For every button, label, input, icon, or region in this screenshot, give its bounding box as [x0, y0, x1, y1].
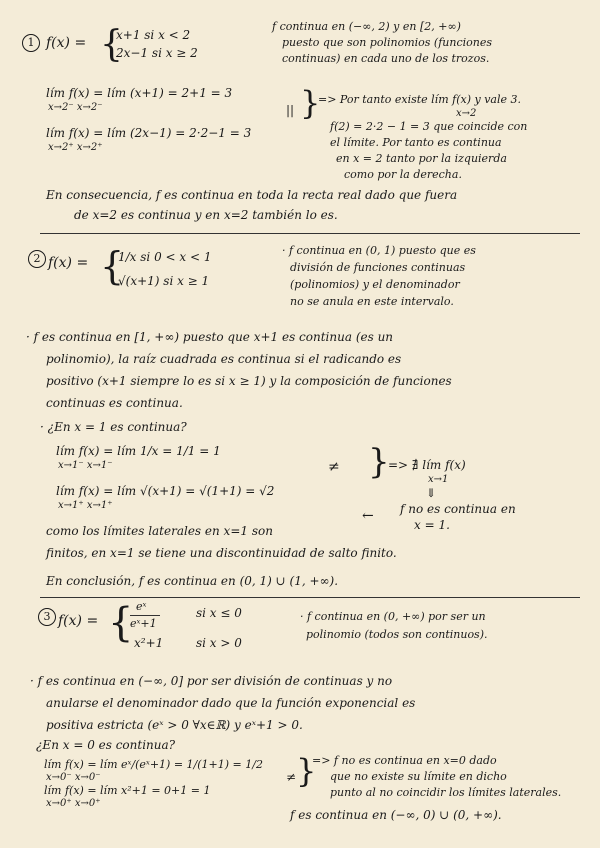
ex3-case-2-condition: si x > 0 [196, 636, 242, 650]
ex1-right-brace: } [300, 84, 321, 122]
ex2-because-line-2: finitos, en x=1 se tiene una discontinuidad de salto finito. [46, 546, 397, 560]
ex1-note-line-1: f continua en (−∞, 2) y en [2, +∞) [272, 20, 461, 33]
ex3-case-1-denominator: eˣ+1 [130, 617, 157, 630]
ex1-function-name: f(x) = [46, 35, 87, 51]
ex2-right-brace: } [368, 442, 390, 482]
ex1-conclusion-line-1: f(2) = 2·2 − 1 = 3 que coincide con [330, 120, 528, 133]
ex2-limit-right: lím f(x) = lím √(x+1) = √(1+1) = √2 [56, 484, 275, 498]
ex2-para-line-4: continuas es continua. [46, 396, 183, 410]
ex2-not-equal-mark: ≠ [328, 459, 340, 475]
ex1-conclusion-line-4: como por la derecha. [344, 168, 462, 181]
ex3-limit-left: lím f(x) = lím eˣ/(eˣ+1) = 1/(1+1) = 1/2 [44, 758, 263, 771]
ex2-para-line-3: positivo (x+1 siempre lo es si x ≥ 1) y la composición de funciones [46, 374, 452, 388]
ex1-conclusion-limit-sub: x→2 [456, 108, 477, 119]
ex3-conclusion-line-1: => f no es continua en x=0 dado [312, 754, 497, 767]
exercise-number-1: 1 [22, 34, 40, 52]
ex2-note-line-4: no se anula en este intervalo. [290, 295, 454, 308]
separator-1 [40, 233, 580, 234]
ex1-case-1: x+1 si x < 2 [116, 28, 191, 42]
ex1-note-line-2: puesto que son polinomios (funciones [282, 36, 492, 49]
ex1-limit-left: lím f(x) = lím (x+1) = 2+1 = 3 [46, 86, 233, 100]
ex2-para-line-2: polinomio), la raíz cuadrada es continua si el radicando es [46, 352, 402, 366]
ex3-para-line-1: · f es continua en (−∞, 0] por ser división de continuas y no [30, 674, 393, 688]
ex2-brace: { [100, 244, 125, 288]
ex2-case-1: 1/x si 0 < x < 1 [118, 250, 212, 264]
ex1-equal-mark: || [286, 103, 295, 117]
ex2-case-2: √(x+1) si x ≥ 1 [118, 274, 210, 288]
ex3-conclusion-line-2: que no existe su límite en dicho [330, 770, 507, 783]
ex3-conclusion-line-3: punto al no coincidir los límites laterales. [330, 786, 562, 799]
ex2-function-name: f(x) = [48, 255, 89, 271]
ex2-because-line-1: como los límites laterales en x=1 son [46, 524, 273, 538]
ex3-not-equal-mark: ≠ [286, 770, 297, 784]
ex3-note-line-2: polinomio (todos son continuos). [306, 628, 488, 641]
ex2-down-arrow: ⇓ [426, 486, 437, 500]
ex3-limit-right: lím f(x) = lím x²+1 = 0+1 = 1 [44, 784, 211, 797]
ex3-final: f es continua en (−∞, 0) ∪ (0, +∞). [290, 808, 502, 822]
ex1-case-2: 2x−1 si x ≥ 2 [116, 46, 198, 60]
ex3-case-1-numerator: eˣ [136, 600, 147, 613]
ex1-conclusion-line-2: el límite. Por tanto es continua [330, 136, 502, 149]
ex1-limit-right-sub: x→2⁺ x→2⁺ [48, 142, 103, 153]
ex1-conclusion-line-3: en x = 2 tanto por la izquierda [336, 152, 507, 165]
ex3-fraction-bar [130, 615, 160, 616]
exercise-number-2: 2 [28, 250, 46, 268]
ex1-limit-right: lím f(x) = lím (2x−1) = 2·2−1 = 3 [46, 126, 252, 140]
ex2-not-continuous-line-2: x = 1. [414, 518, 450, 532]
ex2-no-limit: => ∄ lím f(x) [388, 458, 466, 472]
ex1-final-line-1: En consecuencia, f es continua en toda la recta real dado que fuera [46, 188, 458, 202]
ex3-brace: { [108, 600, 134, 646]
ex3-function-name: f(x) = [58, 613, 99, 629]
ex1-brace: { [100, 24, 123, 65]
ex3-case-2: x²+1 [134, 636, 164, 650]
ex3-para-line-2: anularse el denominador dado que la función exponencial es [46, 696, 416, 710]
ex3-case-1-condition: si x ≤ 0 [196, 606, 242, 620]
ex3-limit-right-sub: x→0⁺ x→0⁺ [46, 798, 101, 809]
ex2-note-line-2: división de funciones continuas [290, 261, 466, 274]
ex2-not-continuous-line-1: f no es continua en [400, 502, 516, 516]
ex2-limit-right-sub: x→1⁺ x→1⁺ [58, 500, 113, 511]
exercise-number-3: 3 [38, 608, 56, 626]
ex2-no-limit-sub: x→1 [428, 474, 449, 485]
ex2-note-line-3: (polinomios) y el denominador [290, 278, 460, 291]
ex2-final: En conclusión, f es continua en (0, 1) ∪ (1, +∞). [46, 574, 339, 588]
ex2-para-line-1: · f es continua en [1, +∞) puesto que x+1 es continua (es un [26, 330, 394, 344]
ex1-final-line-2: de x=2 es continua y en x=2 también lo es. [74, 208, 338, 222]
separator-2 [40, 597, 580, 598]
ex2-left-arrow: ← [362, 508, 374, 524]
ex1-conclusion-limit: => Por tanto existe lím f(x) y vale 3. [318, 93, 521, 106]
ex2-note-line-1: · f continua en (0, 1) puesto que es [282, 244, 476, 257]
ex1-note-line-3: continuas) en cada uno de los trozos. [282, 52, 490, 65]
ex3-limit-left-sub: x→0⁻ x→0⁻ [46, 772, 101, 783]
ex3-para-line-3: positiva estricta (eˣ > 0 ∀x∈ℝ) y eˣ+1 > 0. [46, 718, 303, 732]
ex3-right-brace: } [296, 752, 317, 790]
ex3-question: ¿En x = 0 es continua? [36, 738, 176, 752]
ex1-limit-left-sub: x→2⁻ x→2⁻ [48, 102, 103, 113]
ex2-limit-left: lím f(x) = lím 1/x = 1/1 = 1 [56, 444, 221, 458]
ex2-limit-left-sub: x→1⁻ x→1⁻ [58, 460, 113, 471]
ex2-question: · ¿En x = 1 es continua? [40, 420, 187, 434]
ex3-note-line-1: · f continua en (0, +∞) por ser un [300, 610, 486, 623]
